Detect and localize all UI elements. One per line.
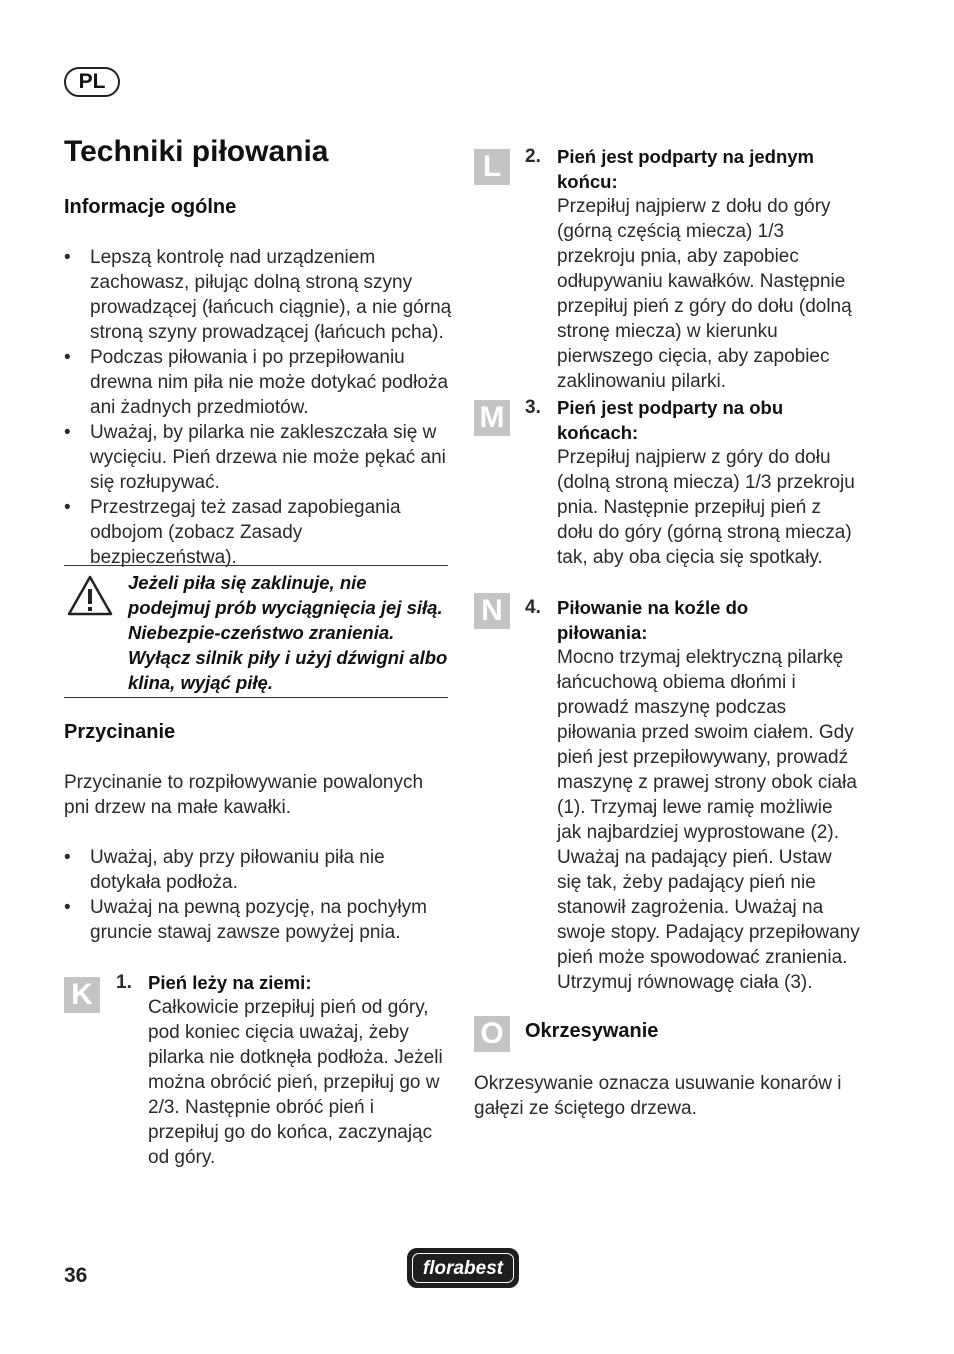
step-number: 1. (116, 972, 132, 993)
warning-triangle-icon (66, 574, 114, 618)
figure-marker-k: K (64, 977, 100, 1013)
step-body: Mocno trzymaj elektryczną pilarkę łańcuchową obiema dłońmi i prowadź maszynę podczas piłowania przed swoim ciałem. Gdy pień jest przepiłowywany, prowadź maszynę z prawej strony obok ciała (1). Trzymaj lewe ramię możliwie jak najbardziej wyprostowane (2). Uważaj na padający pień. Ustaw się tak, żeby padający pień nie stanowił zagrożenia. Uważaj na swoje stopy. Padający przepiłowany pień może spowodować zranienia. Utrzymuj równowagę ciała (3). (557, 647, 860, 993)
step-body: Przepiłuj najpierw z góry do dołu (dolną stroną miecza) 1/3 przekroju pnia. Następnie przepiłuj pień z dołu do góry (górną stroną miecza) tak, aby oba cięcia się spotkały. (557, 447, 855, 568)
warning-text: Jeżeli piła się zaklinuje, nie podejmuj prób wyciągnięcia jej siłą. Niebezpie-czeństwo zranienia. Wyłącz silnik piły i użyj dźwigni albo klina, wyjąć piłę. (128, 572, 448, 693)
step-heading: Piłowanie na koźle do piłowania: (557, 597, 749, 643)
step-heading: Pień jest podparty na obu końcach: (557, 397, 784, 443)
list-item: • Lepszą kontrolę nad urządzeniem zachowasz, piłując dolną stroną szyny prowadzącej (łańcuch ciągnie), a nie górną stroną szyny prowadzącej (łańcuch pcha). (64, 245, 452, 345)
step-3 (525, 395, 861, 570)
figure-marker-l: L (474, 149, 510, 185)
step-number: 4. (525, 597, 541, 618)
brand-logo (407, 1248, 519, 1288)
step-number: 3. (525, 397, 541, 418)
list-item: • Przestrzegaj też zasad zapobiegania odbojom (zobacz Zasady bezpieczeństwa). (64, 495, 452, 570)
page-title: Techniki piłowania (64, 135, 329, 168)
brand-logo-text: florabest (412, 1253, 514, 1283)
step-2 (525, 144, 861, 394)
general-info-list (64, 245, 452, 570)
cutting-list (64, 845, 452, 945)
list-item: • Uważaj na pewną pozycję, na pochyłym gruncie stawaj zawsze powyżej pnia. (64, 895, 452, 945)
list-item: • Uważaj, aby przy piłowaniu piła nie dotykała podłoża. (64, 845, 452, 895)
list-item: • Uważaj, by pilarka nie zakleszczała się w wycięciu. Pień drzewa nie może pękać ani się rozłupywać. (64, 420, 452, 495)
figure-marker-m: M (474, 400, 510, 436)
step-1 (116, 970, 450, 1170)
page-number: 36 (64, 1264, 88, 1287)
step-heading: Pień jest podparty na jednym końcu: (557, 146, 815, 192)
pruning-heading: Okrzesywanie (525, 1020, 659, 1042)
step-body: Całkowicie przepiłuj pień od góry, pod koniec cięcia uważaj, żeby pilarka nie dotknęła podłoża. Jeżeli można obrócić pień, przepiłuj go w 2/3. Następnie obróć pień i przepiłuj go do końca, zaczynając od góry. (148, 997, 443, 1168)
figure-marker-o: O (474, 1016, 510, 1052)
warning-box (64, 565, 448, 698)
step-number: 2. (525, 146, 541, 167)
step-heading: Pień leży na ziemi: (148, 972, 312, 993)
list-item: • Podczas piłowania i po przepiłowaniu drewna nim piła nie może dotykać podłoża ani żadnych przedmiotów. (64, 345, 452, 420)
general-info-heading: Informacje ogólne (64, 196, 237, 218)
cutting-intro: Przycinanie to rozpiłowywanie powalonych pni drzew na małe kawałki. (64, 772, 424, 818)
step-4 (525, 595, 861, 995)
figure-marker-n: N (474, 593, 510, 629)
step-body: Przepiłuj najpierw z dołu do góry (górną częścią miecza) 1/3 przekroju pnia, aby zapobiec odłupywaniu kawałków. Następnie przepiłuj pień z góry do dołu (dolną stronę miecza) w kierunku pierwszego cięcia, aby zapobiec zaklinowaniu pilarki. (557, 196, 852, 392)
language-badge: PL (64, 67, 120, 97)
cutting-heading: Przycinanie (64, 721, 176, 743)
pruning-text: Okrzesywanie oznacza usuwanie konarów i gałęzi ze ściętego drzewa. (474, 1073, 842, 1119)
